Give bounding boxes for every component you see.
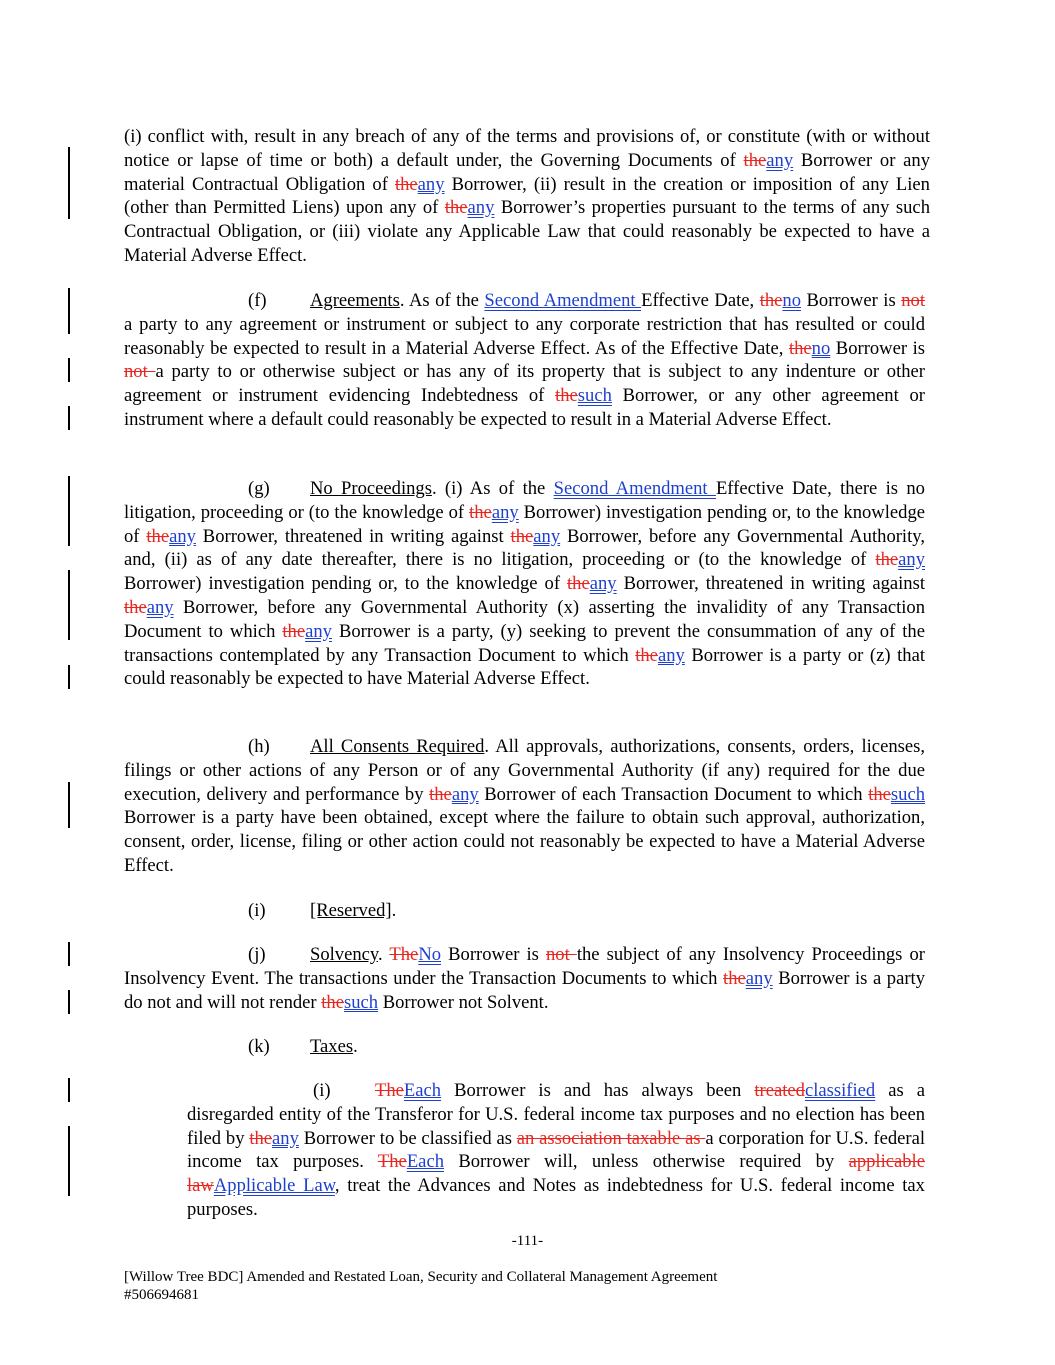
deleted-text: the xyxy=(555,385,578,407)
section-f-agreements: (f) Agreements. As of the Second Amendment Effective Date, theno Borrower is not a party to any agreement or instrument or subject to any corporate restriction that has resulted or could reasonably be expected to result in a Material Adverse Effect. As of the Effective Date, theno Borrower is not a party to or otherwise subject or has any of its property that is subject to any indenture or other agreement or instrument evidencing Indebtedness of thesuch Borrower, or any other agreement or instrument where a default could reasonably be expected to result in a Material Adverse Effect. xyxy=(124,290,926,430)
section-label: (h) xyxy=(248,736,270,757)
deleted-text: the xyxy=(429,783,452,805)
section-label: (k) xyxy=(248,1036,270,1057)
deleted-text: the xyxy=(321,991,344,1013)
section-label: (i) xyxy=(248,900,266,921)
change-bar xyxy=(68,358,70,382)
change-bar xyxy=(68,665,70,689)
deleted-text: The xyxy=(377,1151,407,1173)
section-i-reserved: (i) [Reserved]. xyxy=(248,900,397,921)
inserted-text: Each xyxy=(403,1080,442,1101)
change-bar xyxy=(68,990,70,1014)
paragraph-continuation: (i) conflict with, result in any breach of any of the terms and provisions of, or constitute (with or without notice or lapse of time or both) a default under, the Governing Documents of theany Borrower or any material Contractual Obligation of theany Borrower, (ii) result in the creation or imposition of any Lien (other than Permitted Liens) upon any of theany Borrower’s properties pursuant to the terms of any such Contractual Obligation, or (iii) violate any Applicable Law that could reasonably be expected to have a Material Adverse Effect. xyxy=(124,126,930,266)
deleted-text: the xyxy=(788,337,812,359)
change-bar xyxy=(68,942,70,966)
inserted-text: Second Amendment xyxy=(484,290,642,311)
deleted-text: the xyxy=(249,1127,273,1149)
deleted-text: the xyxy=(868,783,891,805)
change-bar xyxy=(68,570,70,640)
deleted-text: the xyxy=(124,596,147,618)
deleted-text: the xyxy=(723,967,746,989)
deleted-text: applicable law xyxy=(187,1151,925,1197)
deleted-text: not xyxy=(901,290,925,311)
deleted-text: the xyxy=(146,525,170,547)
section-heading: Agreements xyxy=(310,290,400,311)
deleted-text: the xyxy=(282,620,306,642)
inserted-text: such xyxy=(343,991,379,1013)
deleted-text: the xyxy=(635,644,658,666)
section-j-solvency: (j) Solvency. TheNo Borrower is not the subject of any Insolvency Proceedings or Insolvency Event. The transactions under the Transaction Documents to which theany Borrower is a party do not and will not render thesuch Borrower not Solvent. xyxy=(124,944,925,1013)
inserted-text: classified xyxy=(804,1080,876,1101)
deleted-text: The xyxy=(389,944,419,965)
inserted-text: any xyxy=(272,1127,299,1149)
section-label: (i) xyxy=(313,1080,331,1101)
inserted-text: any xyxy=(657,644,685,666)
section-h-all-consents: (h) All Consents Required. All approvals, authorizations, consents, orders, licenses, filings or other actions of any Person or of any Governmental Authority (if any) required for the due execution, delivery and performance by theany Borrower of each Transaction Document to which thesuch Borrower is a party have been obtained, except where the failure to obtain such approval, authorization, consent, order, license, filing or other action could not reasonably be expected to have a Material Adverse Effect. xyxy=(124,736,925,876)
change-bar xyxy=(68,1078,70,1102)
section-label: (g) xyxy=(248,478,270,499)
inserted-text: No xyxy=(418,944,442,965)
inserted-text: any xyxy=(589,573,617,595)
inserted-text: any xyxy=(533,525,561,547)
inserted-text: Each xyxy=(406,1151,444,1173)
inserted-text: Second Amendment xyxy=(553,478,716,499)
change-bar xyxy=(68,406,70,430)
deleted-text: the xyxy=(875,549,899,571)
inserted-text: any xyxy=(491,501,519,523)
section-k-taxes: (k) Taxes. xyxy=(248,1036,358,1057)
inserted-text: any xyxy=(766,149,794,171)
inserted-text: any xyxy=(451,783,479,805)
deleted-text: an association taxable as xyxy=(516,1127,706,1149)
change-bar xyxy=(68,147,70,219)
footer-title: [Willow Tree BDC] Amended and Restated Loan, Security and Collateral Management Agreement xyxy=(124,1269,718,1285)
inserted-text: any xyxy=(146,596,174,618)
change-bar xyxy=(68,476,70,546)
section-heading: All Consents Required xyxy=(310,736,485,757)
change-bar xyxy=(68,1126,70,1196)
inserted-text: Applicable Law xyxy=(213,1175,335,1197)
section-g-no-proceedings: (g) No Proceedings. (i) As of the Second Amendment Effective Date, there is no litigation, proceeding or (to the knowledge of theany Borrower) investigation pending or, to the knowledge of theany Borrower, threatened in writing against theany Borrower, before any Governmental Authority, and, (ii) as of any date thereafter, there is no litigation, proceeding or (to the knowledge of theany Borrower) investigation pending or, to the knowledge of theany Borrower, threatened in writing against theany Borrower, before any Governmental Authority (x) asserting the invalidity of any Transaction Document to which theany Borrower is a party, (y) seeking to prevent the consummation of any of the transactions contemplated by any Transaction Document to which theany Borrower is a party or (z) that could reasonably be expected to have Material Adverse Effect. xyxy=(124,478,925,690)
section-heading: [Reserved] xyxy=(310,900,392,921)
section-label: (j) xyxy=(248,944,266,965)
section-heading: Solvency xyxy=(310,944,378,965)
deleted-text: the xyxy=(743,149,767,171)
inserted-text: no xyxy=(782,290,801,311)
deleted-text: the xyxy=(567,573,590,595)
footer-doc-id: #506694681 xyxy=(124,1287,199,1303)
deleted-text: treated xyxy=(754,1080,805,1101)
deleted-text: the xyxy=(444,197,468,219)
section-heading: Taxes xyxy=(310,1036,354,1057)
inserted-text: no xyxy=(811,337,831,359)
change-bar xyxy=(68,288,70,334)
document-footer xyxy=(124,1268,717,1304)
inserted-text: any xyxy=(169,525,196,547)
inserted-text: any xyxy=(305,620,332,642)
inserted-text: such xyxy=(890,783,925,805)
deleted-text: The xyxy=(375,1080,404,1101)
inserted-text: any xyxy=(898,549,925,571)
inserted-text: any xyxy=(745,967,773,989)
deleted-text: not xyxy=(545,944,577,965)
change-bar xyxy=(68,782,70,828)
deleted-text: not xyxy=(124,361,156,383)
section-k-i: (i) TheEach Borrower is and has always been treatedclassified as a disregarded entity of the Transferor for U.S. federal income tax purposes and no election has been filed by theany Borrower to be classified as an association taxable as a corporation for U.S. federal income tax purposes. TheEach Borrower will, unless otherwise required by applicable lawApplicable Law, treat the Advances and Notes as indebtedness for U.S. federal income tax purposes. xyxy=(187,1080,926,1220)
inserted-text: any xyxy=(417,173,445,195)
deleted-text: the xyxy=(469,501,492,523)
section-label: (f) xyxy=(248,290,267,311)
deleted-text: the xyxy=(510,525,534,547)
inserted-text: such xyxy=(577,385,612,407)
section-heading: No Proceedings xyxy=(310,478,432,499)
page-number: -111- xyxy=(511,1233,544,1249)
deleted-text: the xyxy=(759,290,783,311)
deleted-text: the xyxy=(394,173,418,195)
inserted-text: any xyxy=(467,197,495,219)
